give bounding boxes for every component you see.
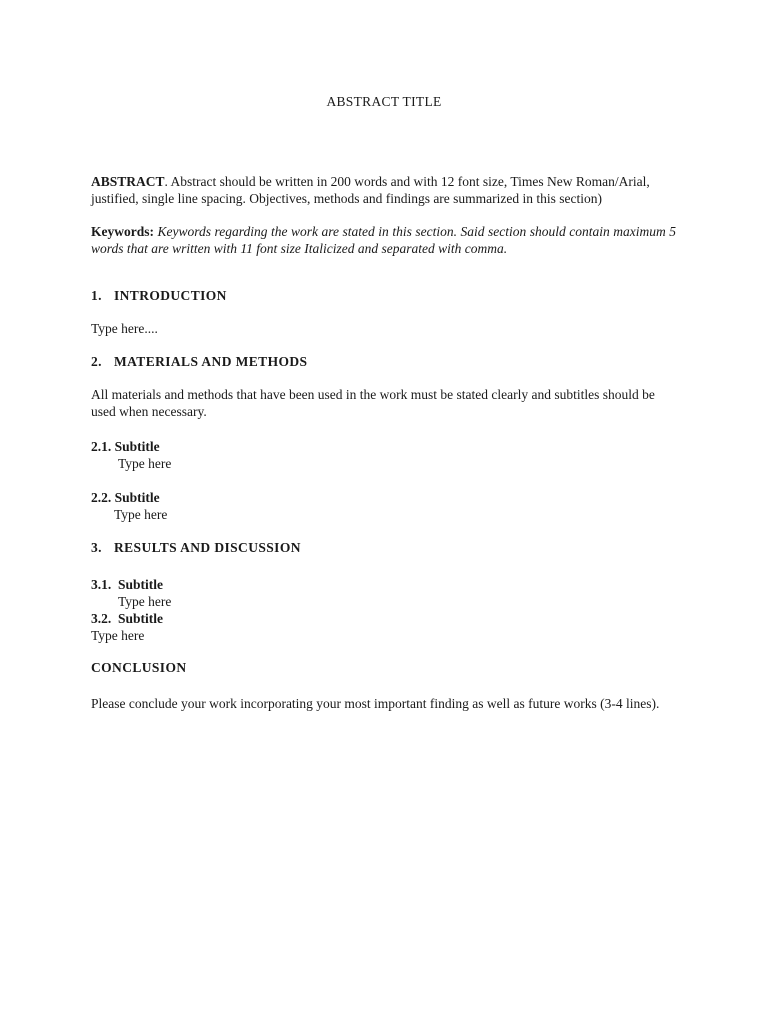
introduction-body: Type here.... bbox=[91, 321, 158, 336]
subtitle-3-2-body: Type here bbox=[91, 628, 145, 643]
abstract-paragraph bbox=[91, 174, 676, 207]
section-heading-results-discussion bbox=[91, 540, 301, 557]
subtitle-3-1-body: Type here bbox=[118, 594, 172, 609]
section-heading-conclusion: CONCLUSION bbox=[91, 660, 187, 675]
subtitle-2-2-body: Type here bbox=[114, 507, 168, 522]
conclusion-body: Please conclude your work incorporating your most important finding as well as future works (3-4 lines). bbox=[91, 696, 660, 711]
subtitle-3-1: 3.1. Subtitle bbox=[91, 577, 164, 592]
abstract-label: ABSTRACT bbox=[91, 174, 165, 189]
section-number: 3. bbox=[91, 540, 102, 555]
subtitle-3-2: 3.2. Subtitle bbox=[91, 611, 164, 626]
abstract-title: ABSTRACT TITLE bbox=[326, 94, 442, 109]
subtitle-2-1: 2.1. Subtitle bbox=[91, 439, 160, 454]
subtitle-2-1-body: Type here bbox=[118, 456, 172, 471]
section-number: 2. bbox=[91, 354, 102, 369]
materials-methods-body: All materials and methods that have been used in the work must be stated clearly and subtitles should be used when necessary. bbox=[91, 387, 655, 419]
keywords-text: Keywords regarding the work are stated in this section. Said section should contain maximum 5 words that are written with 11 font size Italicized and separated with comma. bbox=[91, 224, 676, 256]
abstract-line-1 bbox=[91, 174, 676, 191]
abstract-text-line-2: justified, single line spacing. Objectives, methods and findings are summarized in this section) bbox=[91, 190, 603, 206]
section-heading-materials-methods bbox=[91, 354, 307, 371]
section-number: 1. bbox=[91, 288, 102, 303]
section-title: MATERIALS AND METHODS bbox=[114, 354, 308, 369]
section-title: RESULTS AND DISCUSSION bbox=[114, 540, 301, 555]
section-heading-introduction bbox=[91, 288, 227, 305]
keywords-label: Keywords: bbox=[91, 224, 154, 239]
section-title: INTRODUCTION bbox=[114, 288, 227, 303]
keywords-paragraph bbox=[91, 224, 676, 257]
abstract-text-line-1: . Abstract should be written in 200 words and with 12 font size, Times New Roman/Arial, bbox=[164, 174, 650, 189]
subtitle-2-2: 2.2. Subtitle bbox=[91, 490, 160, 505]
